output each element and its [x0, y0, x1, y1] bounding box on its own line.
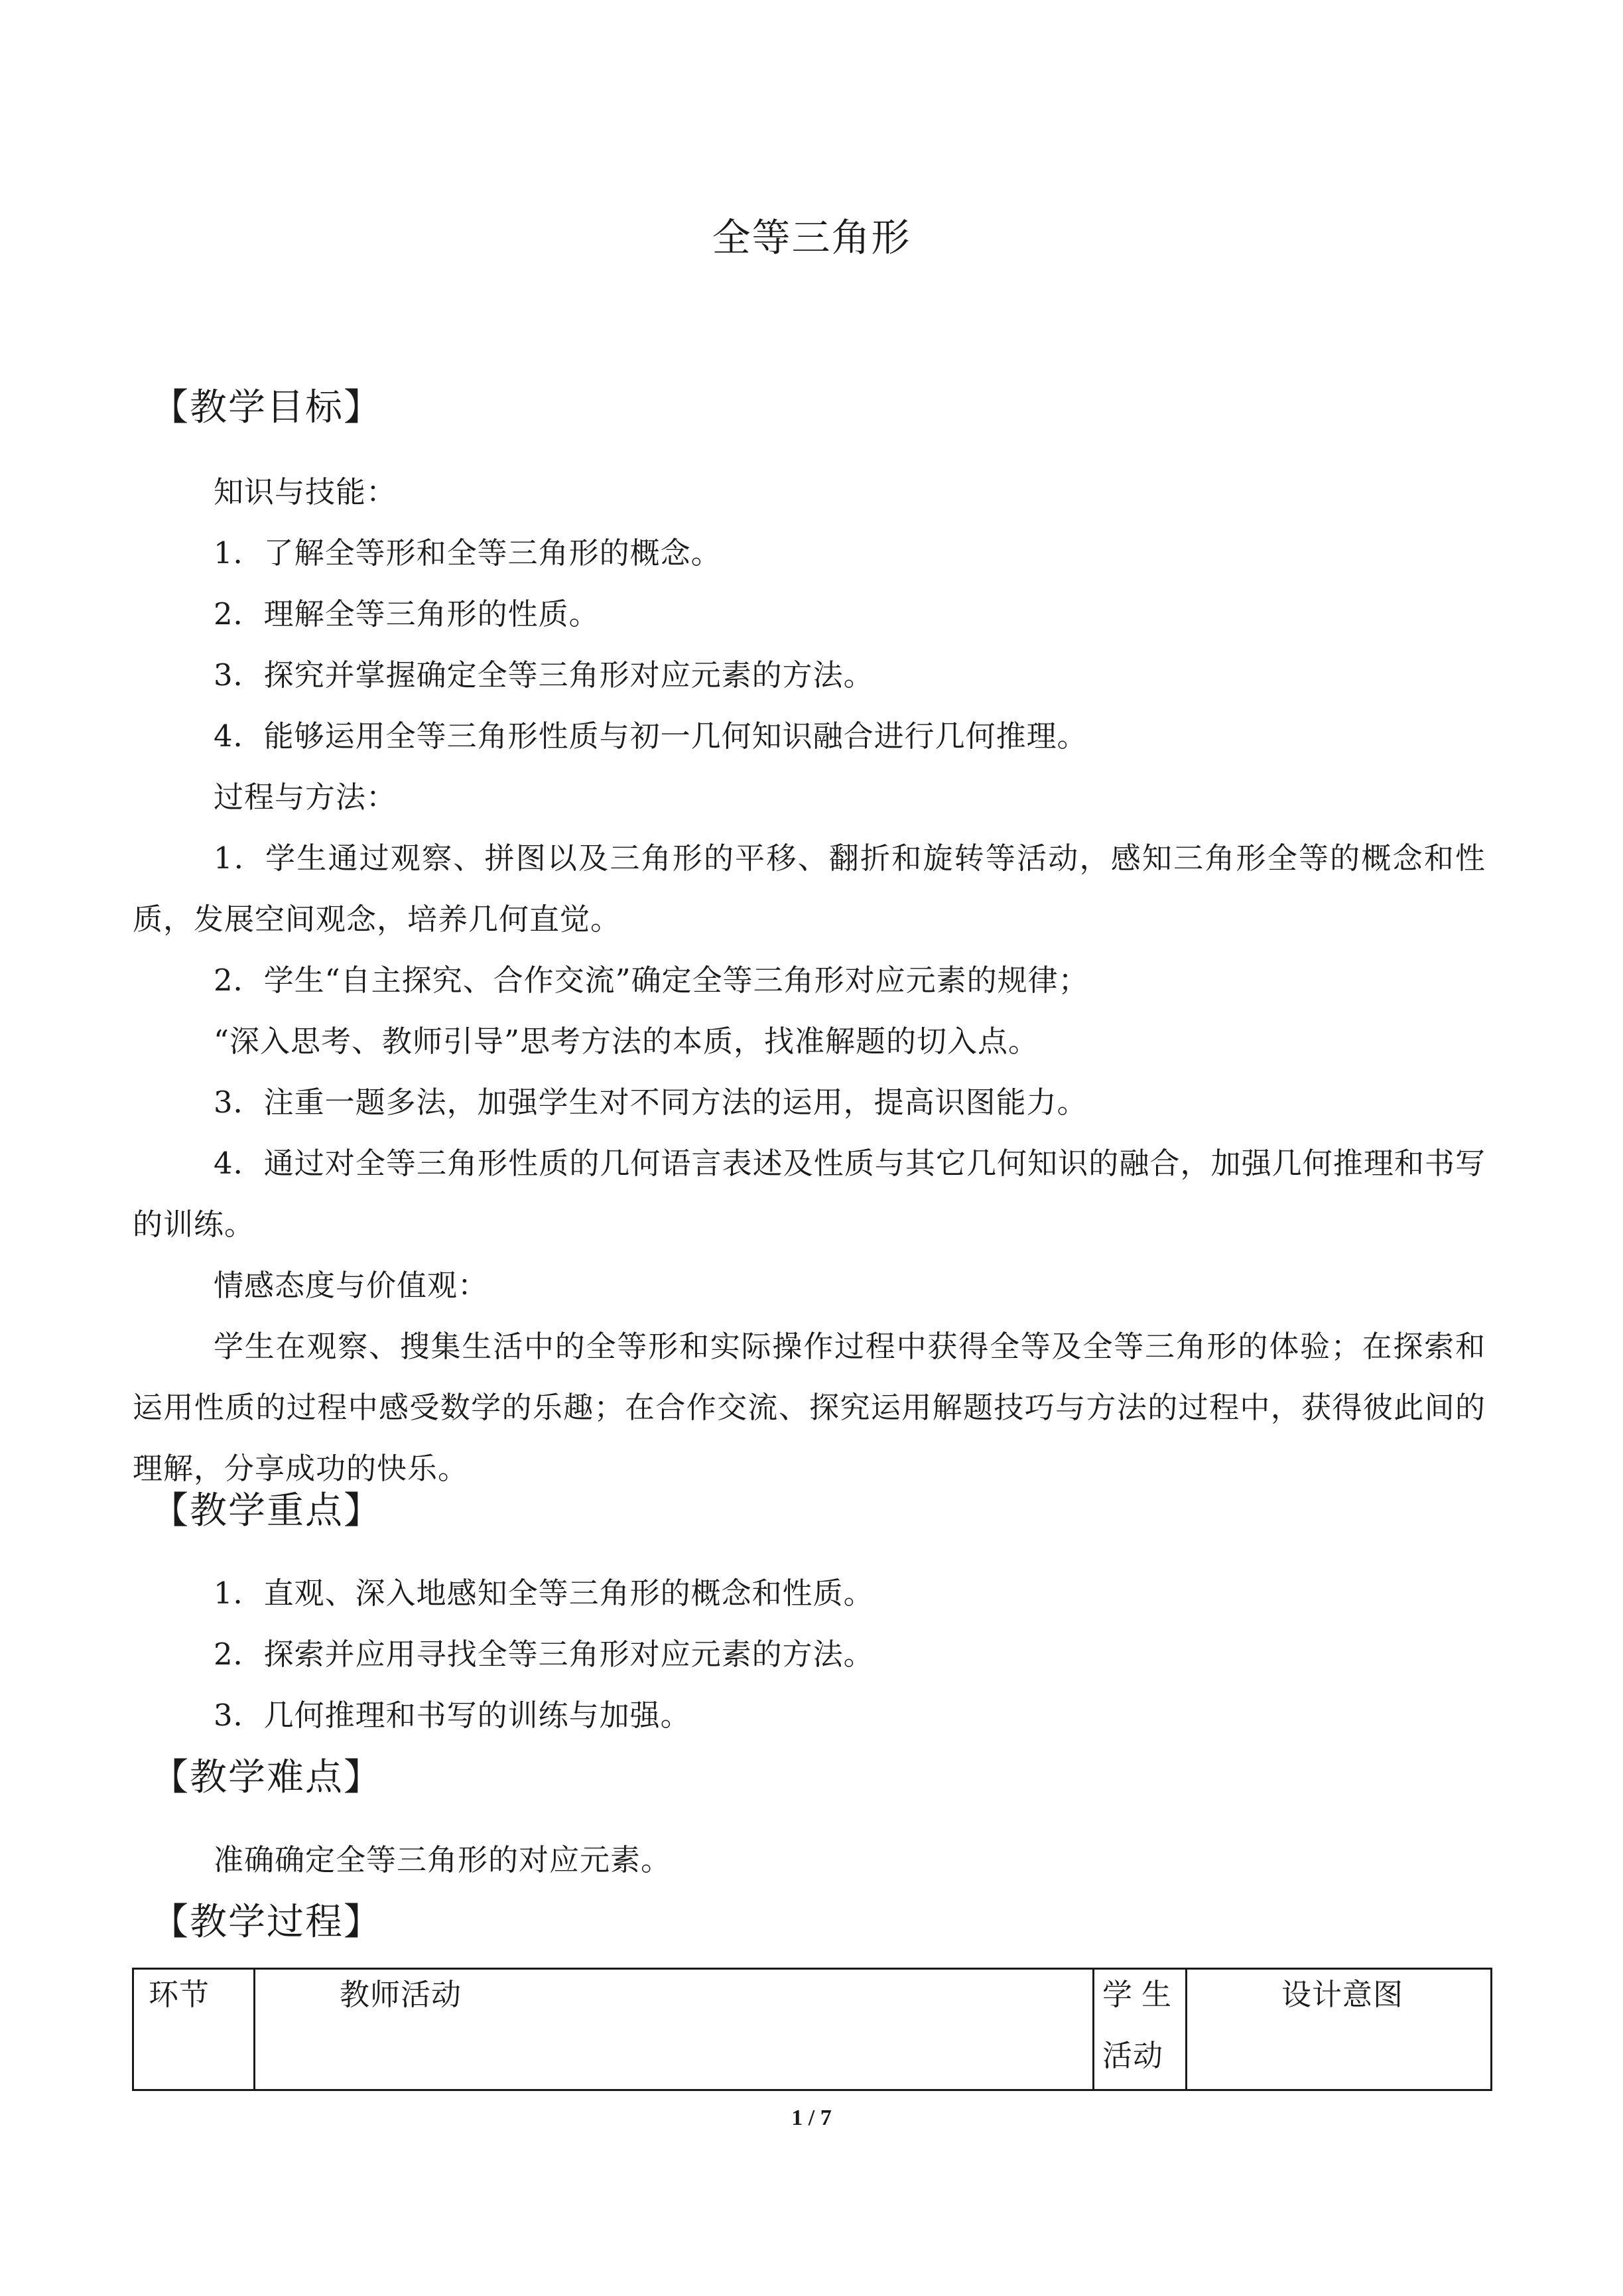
knowledge-item-3: 3．探究并掌握确定全等三角形对应元素的方法。 — [214, 657, 874, 693]
difficulties-heading: 【教学难点】 — [151, 1756, 382, 1799]
process-table — [132, 1968, 1492, 2091]
key-point-2: 2．探索并应用寻找全等三角形对应元素的方法。 — [214, 1637, 874, 1672]
process-item-3: 3．注重一题多法，加强学生对不同方法的运用，提高识图能力。 — [214, 1085, 1088, 1120]
table-header-student-line1: 学生 — [1102, 1977, 1181, 2012]
knowledge-label: 知识与技能： — [214, 474, 397, 509]
knowledge-item-1: 1．了解全等形和全等三角形的概念。 — [214, 535, 722, 571]
table-divider — [253, 1970, 255, 2089]
table-divider — [1092, 1970, 1094, 2089]
process-heading: 【教学过程】 — [151, 1901, 382, 1944]
process-item-4: 4．通过对全等三角形性质的几何语言表述及性质与其它几何知识的融合，加强几何推理和书写的训练。 — [133, 1146, 1486, 1242]
knowledge-item-2: 2．理解全等三角形的性质。 — [214, 596, 600, 632]
process-item-2: 2．学生“自主探究、合作交流”确定全等三角形对应元素的规律； — [214, 963, 1089, 998]
table-divider — [1185, 1970, 1187, 2089]
table-header-intent: 设计意图 — [1281, 1977, 1404, 2012]
table-header-stage: 环节 — [149, 1977, 210, 2012]
key-points-heading: 【教学重点】 — [151, 1489, 382, 1532]
process-item-2-continued: “深入思考、教师引导”思考方法的本质，找准解题的切入点。 — [214, 1024, 1039, 1059]
key-point-1: 1．直观、深入地感知全等三角形的概念和性质。 — [214, 1576, 874, 1611]
process-item-1: 1．学生通过观察、拼图以及三角形的平移、翻折和旋转等活动，感知三角形全等的概念和性质，发展空间观念，培养几何直觉。 — [133, 841, 1486, 937]
document-title: 全等三角形 — [712, 215, 911, 260]
emotion-text: 学生在观察、搜集生活中的全等形和实际操作过程中获得全等及全等三角形的体验；在探索和运用性质的过程中感受数学的乐趣；在合作交流、探究运用解题技巧与方法的过程中，获得彼此间的理解，分享成功的快乐。 — [133, 1329, 1486, 1486]
emotion-label: 情感态度与价值观： — [214, 1268, 489, 1303]
key-point-3: 3．几何推理和书写的训练与加强。 — [214, 1698, 691, 1733]
table-header-teacher: 教师活动 — [340, 1977, 462, 2012]
table-header-student-line2: 活动 — [1102, 2038, 1164, 2073]
page-number: 1 / 7 — [791, 2106, 832, 2130]
process-label: 过程与方法： — [214, 779, 397, 815]
difficulties-text: 准确确定全等三角形的对应元素。 — [214, 1842, 672, 1877]
knowledge-item-4: 4．能够运用全等三角形性质与初一几何知识融合进行几何推理。 — [214, 718, 1088, 754]
objectives-heading: 【教学目标】 — [151, 386, 382, 429]
